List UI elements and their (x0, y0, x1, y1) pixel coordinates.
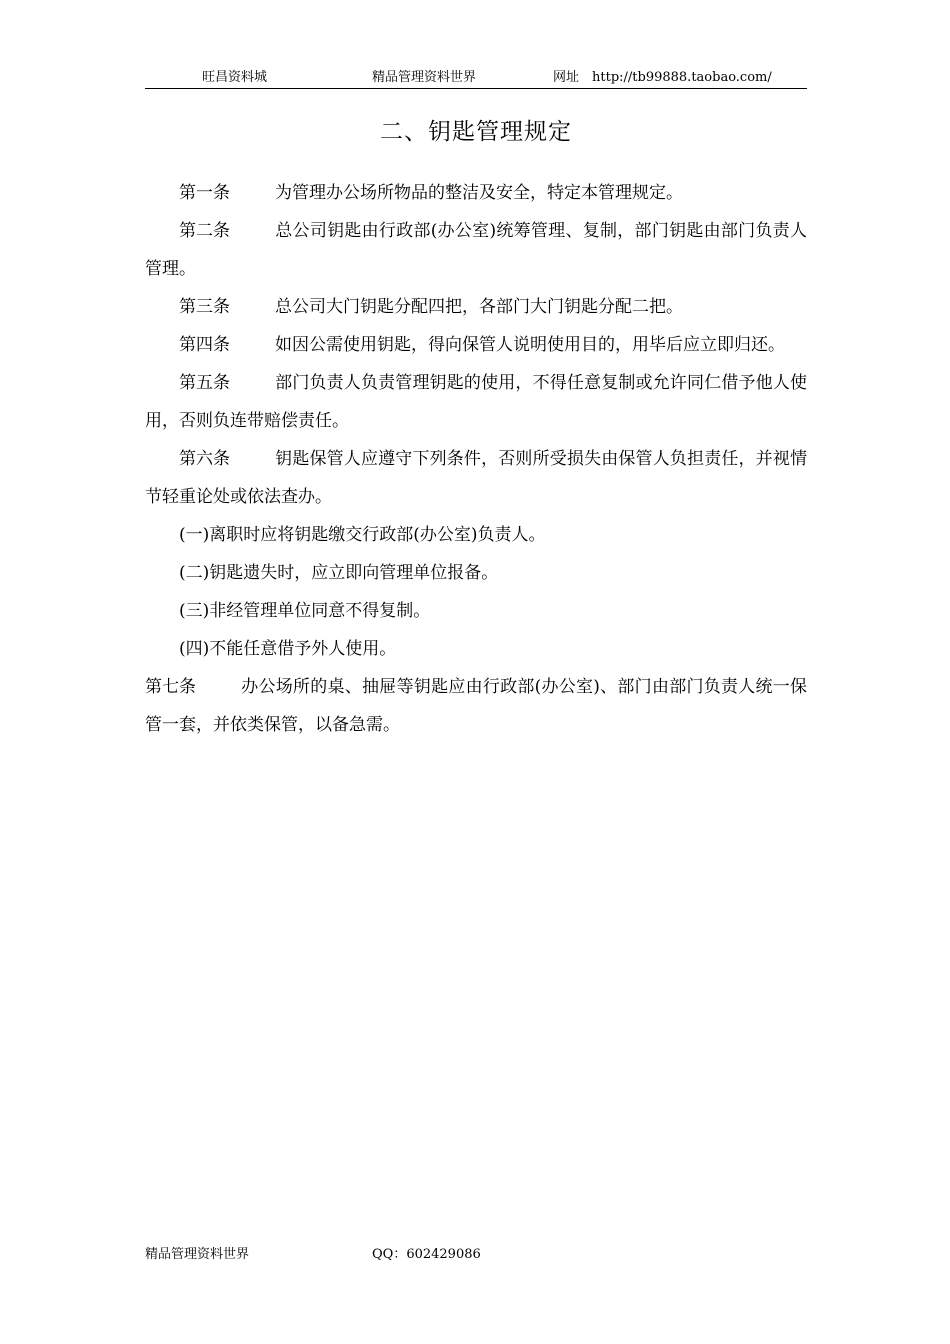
header-url: 网址 http://tb99888.taobao.com/ (553, 70, 772, 85)
condition-2: (二)钥匙遗失时，应立即向管理单位报备。 (179, 563, 499, 583)
article-6 (145, 440, 807, 516)
article-label: 第三条 (179, 297, 230, 317)
footer-qq: QQ：602429086 (372, 1247, 481, 1262)
article-text: 为管理办公场所物品的整洁及安全，特定本管理规定。 (275, 183, 683, 203)
article-2 (145, 212, 807, 288)
header-site-name: 旺昌资料城 (202, 70, 268, 85)
article-text: 总公司钥匙由行政部(办公室)统筹管理、复制，部门钥匙由部门负责人管理。 (145, 221, 807, 279)
page-footer (145, 1245, 807, 1265)
condition-1: (一)离职时应将钥匙缴交行政部(办公室)负责人。 (179, 525, 546, 545)
article-text: 部门负责人负责管理钥匙的使用，不得任意复制或允许同仁借予他人使用，否则负连带赔偿责任。 (145, 373, 807, 431)
condition-4: (四)不能任意借予外人使用。 (179, 639, 397, 659)
article-label: 第七条 (145, 677, 196, 697)
article-5 (145, 364, 807, 440)
article-label: 第四条 (179, 335, 230, 355)
article-3 (145, 288, 807, 326)
article-1 (145, 174, 807, 212)
header-slogan: 精品管理资料世界 (372, 70, 477, 85)
article-label: 第一条 (179, 183, 230, 203)
article-text: 总公司大门钥匙分配四把，各部门大门钥匙分配二把。 (275, 297, 683, 317)
article-text: 办公场所的桌、抽屉等钥匙应由行政部(办公室)、部门由部门负责人统一保管一套，并依类保管，以备急需。 (145, 677, 807, 735)
document-body (145, 174, 807, 744)
article-7 (145, 668, 807, 744)
condition-3: (三)非经管理单位同意不得复制。 (179, 601, 431, 621)
article-label: 第六条 (179, 449, 230, 469)
article-4 (145, 326, 807, 364)
article-label: 第二条 (179, 221, 230, 241)
article-text: 钥匙保管人应遵守下列条件，否则所受损失由保管人负担责任，并视情节轻重论处或依法查办。 (145, 449, 807, 507)
article-text: 如因公需使用钥匙，得向保管人说明使用目的，用毕后应立即归还。 (275, 335, 785, 355)
page-header (145, 68, 807, 88)
document-title: 二、钥匙管理规定 (380, 119, 572, 145)
article-label: 第五条 (179, 373, 230, 393)
footer-slogan: 精品管理资料世界 (145, 1247, 250, 1262)
header-divider (145, 88, 807, 89)
